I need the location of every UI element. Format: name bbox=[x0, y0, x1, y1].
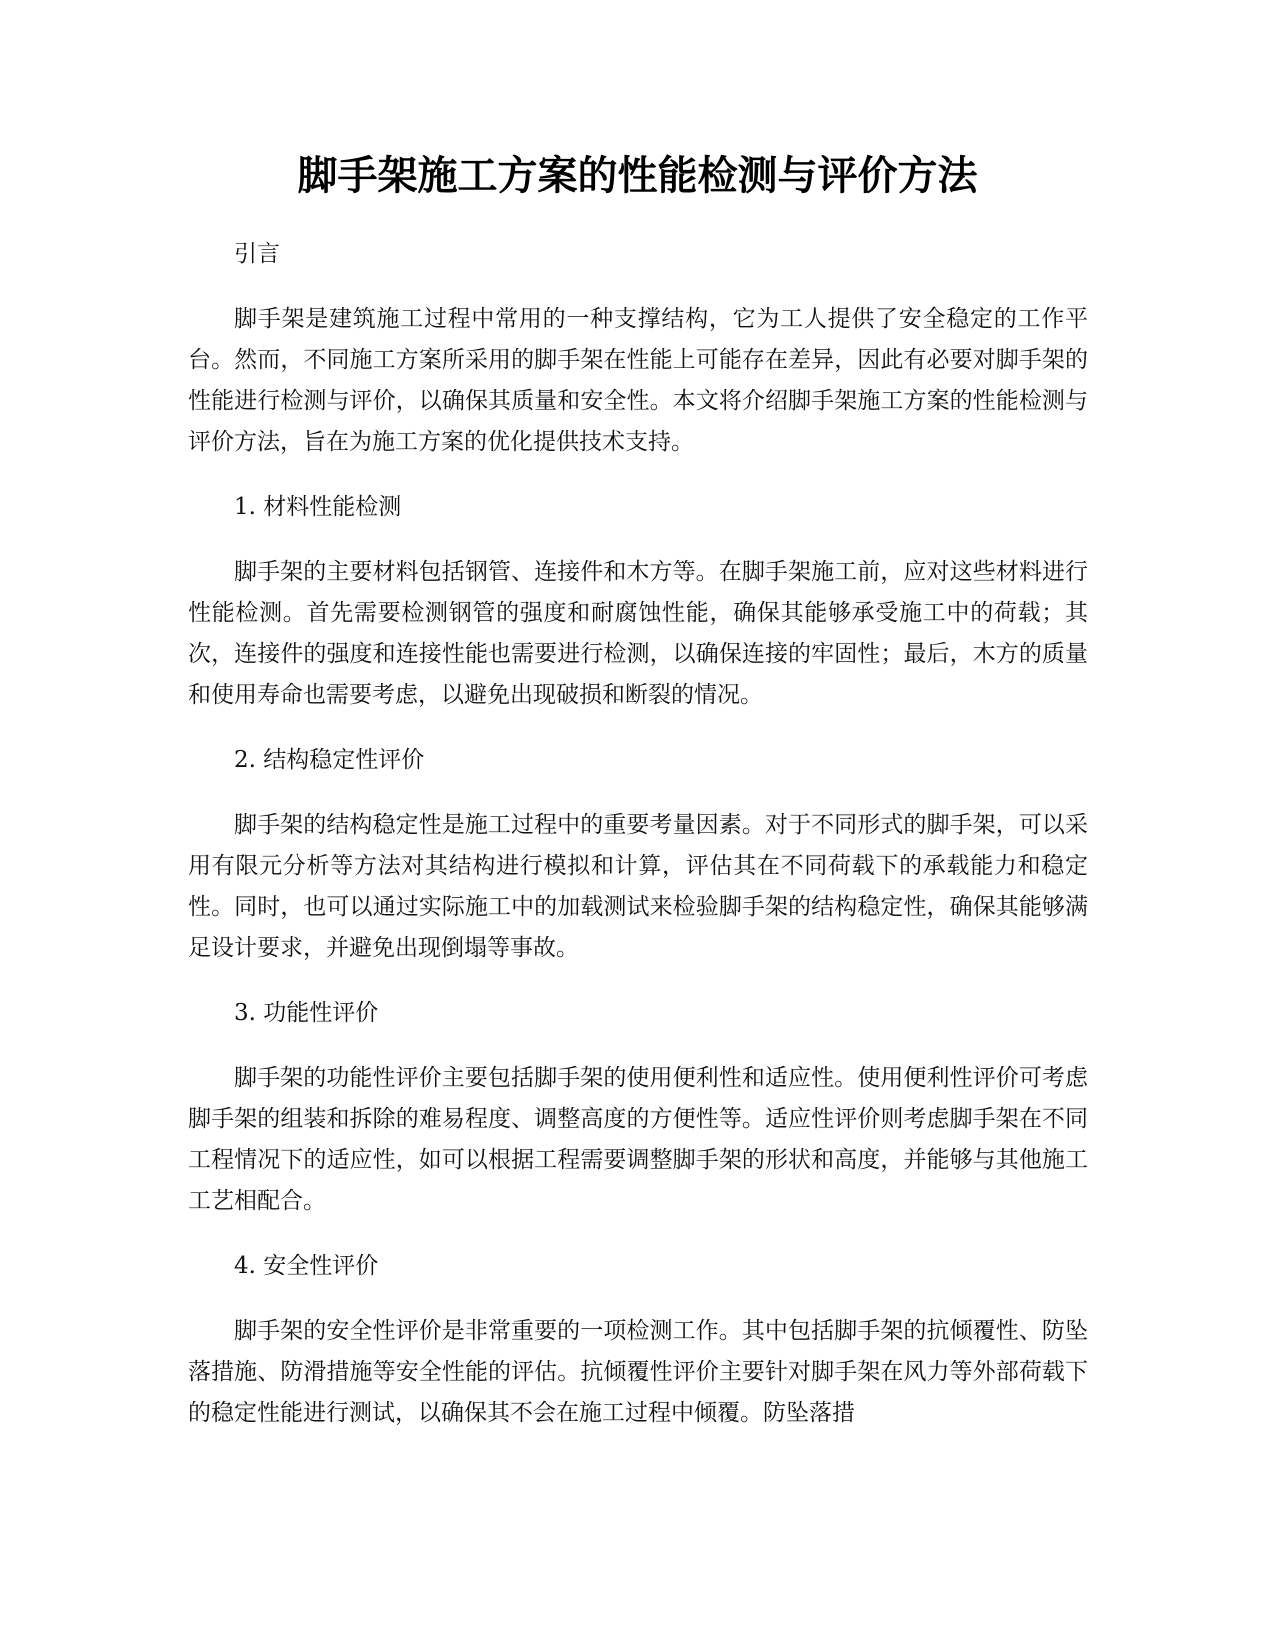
section-heading-safety: 4. 安全性评价 bbox=[234, 1253, 379, 1279]
section-heading-function: 3. 功能性评价 bbox=[234, 1000, 379, 1026]
document-body bbox=[188, 234, 1088, 1458]
section-paragraph-safety: 脚手架的安全性评价是非常重要的一项检测工作。其中包括脚手架的抗倾覆性、防坠落措施、防滑措施等安全性能的评估。抗倾覆性评价主要针对脚手架在风力等外部荷载下的稳定性能进行测试，以确保其不会在施工过程中倾覆。防坠落措 bbox=[188, 1318, 1088, 1426]
page-title: 脚手架施工方案的性能检测与评价方法 bbox=[297, 153, 978, 199]
section-paragraph-materials: 脚手架的主要材料包括钢管、连接件和木方等。在脚手架施工前，应对这些材料进行性能检测。首先需要检测钢管的强度和耐腐蚀性能，确保其能够承受施工中的荷载；其次，连接件的强度和连接性能也需要进行检测，以确保连接的牢固性；最后，木方的质量和使用寿命也需要考虑，以避免出现破损和断裂的情况。 bbox=[188, 559, 1088, 708]
section-heading-materials: 1. 材料性能检测 bbox=[234, 494, 402, 520]
intro-paragraph: 脚手架是建筑施工过程中常用的一种支撑结构，它为工人提供了安全稳定的工作平台。然而，不同施工方案所采用的脚手架在性能上可能存在差异，因此有必要对脚手架的性能进行检测与评价，以确保其质量和安全性。本文将介绍脚手架施工方案的性能检测与评价方法，旨在为施工方案的优化提供技术支持。 bbox=[188, 306, 1088, 455]
intro-heading: 引言 bbox=[234, 241, 280, 267]
section-paragraph-function: 脚手架的功能性评价主要包括脚手架的使用便利性和适应性。使用便利性评价可考虑脚手架的组装和拆除的难易程度、调整高度的方便性等。适应性评价则考虑脚手架在不同工程情况下的适应性，如可以根据工程需要调整脚手架的形状和高度，并能够与其他施工工艺相配合。 bbox=[188, 1065, 1088, 1214]
section-heading-stability: 2. 结构稳定性评价 bbox=[234, 747, 425, 773]
section-paragraph-stability: 脚手架的结构稳定性是施工过程中的重要考量因素。对于不同形式的脚手架，可以采用有限元分析等方法对其结构进行模拟和计算，评估其在不同荷载下的承载能力和稳定性。同时，也可以通过实际施工中的加载测试来检验脚手架的结构稳定性，确保其能够满足设计要求，并避免出现倒塌等事故。 bbox=[188, 812, 1088, 961]
